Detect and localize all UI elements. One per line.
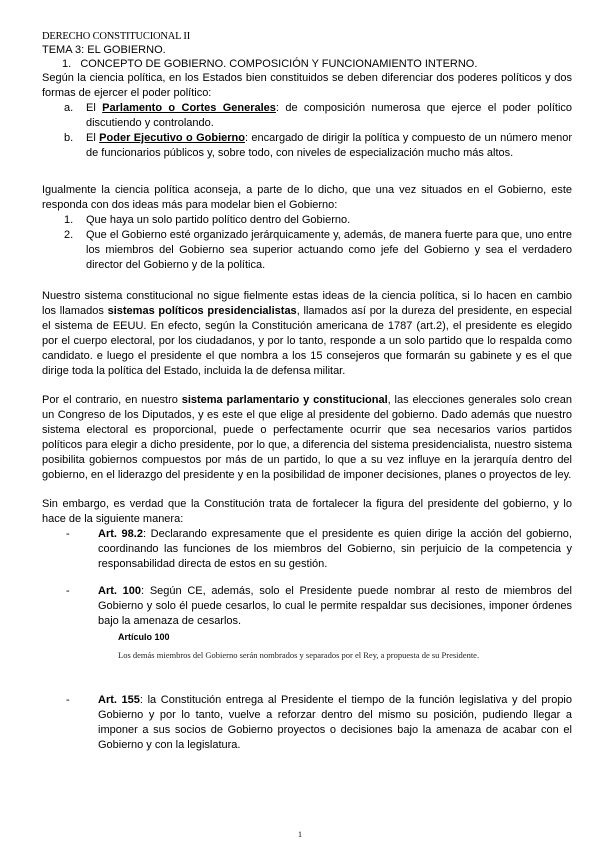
article-label: Art. 98.2 — [98, 528, 143, 540]
list-item — [42, 131, 572, 161]
list-marker: - — [66, 694, 70, 706]
however-paragraph: Sin embargo, es verdad que la Constitución trata de fortalecer la figura del presidente del gobierno, y lo hace de la siguiente manera: — [42, 498, 572, 525]
list-item — [42, 584, 572, 629]
list-item — [42, 527, 572, 572]
advice-paragraph: Igualmente la ciencia política aconseja, a parte de lo dicho, que una vez situados en el Gobierno, este responda con dos ideas más para modelar bien el Gobierno: — [42, 184, 572, 211]
power-term: Poder Ejecutivo o Gobierno — [99, 132, 245, 144]
power-description: : de composición numerosa que ejerce el poder político discutiendo y controlando. — [86, 102, 573, 129]
list-marker: - — [66, 528, 70, 540]
page-number: 1 — [298, 830, 302, 839]
list-marker: - — [66, 585, 70, 597]
tema-title: TEMA 3: EL GOBIERNO. — [42, 44, 166, 56]
article-label: Art. 155 — [98, 694, 140, 706]
power-prefix: El — [86, 102, 103, 114]
quote-title: Artículo 100 — [118, 632, 170, 642]
power-prefix: El — [86, 132, 100, 144]
article-text: : la Constitución entrega al Presidente el tiempo de la función legislativa y del propio Gobierno y por lo tanto, vuelve a reforzar dentro del mismo su posición, pudiendo llegar a imponer a sus socios de Gobierno proyectos o decisiones bajo la amenaza de acabar con el Gobierno y con la legislatura. — [98, 694, 572, 751]
quote-text: Los demás miembros del Gobierno serán nombrados y separados por el Rey, a propuesta de su Presidente. — [118, 650, 480, 660]
section-number: 1. — [62, 58, 72, 70]
power-term: Parlamento o Cortes Generales — [102, 102, 276, 114]
powers-list — [42, 101, 572, 161]
list-item — [42, 101, 572, 131]
idea-text: Que haya un solo partido político dentro del Gobierno. — [86, 214, 351, 226]
list-marker: 2. — [64, 229, 74, 241]
article-text: : Declarando expresamente que el presidente es quien dirige la acción del gobierno, coordinando las funciones de los miembros del Gobierno, sin perjuicio de la competencia y responsabilidad directa de estos en su gestión. — [98, 528, 572, 570]
intro-paragraph: Según la ciencia política, en los Estados bien constituidos se deben diferenciar dos poderes políticos y dos formas de ejercer el poder político: — [42, 72, 572, 99]
list-marker: 1. — [64, 214, 74, 226]
list-item — [42, 228, 572, 273]
article-text: : Según CE, además, solo el Presidente puede nombrar al resto de miembros del Gobierno y solo él puede cesarlos, lo cual le permite respaldar sus decisiones, imponer órdenes bajo la amenaza de cesarlos. — [98, 585, 572, 627]
list-item — [42, 693, 572, 753]
list-marker: b. — [64, 132, 74, 144]
bold-term: sistemas políticos presidencialistas — [107, 305, 297, 317]
idea-text: Que el Gobierno esté organizado jerárquicamente y, además, de manera fuerte para que, uno entre los miembros del Gobierno sea superior actuando como jefe del Gobierno y sea el verdadero director del Gobierno y de la política. — [86, 229, 572, 271]
section-title: CONCEPTO DE GOBIERNO. COMPOSICIÓN Y FUNCIONAMIENTO INTERNO. — [80, 58, 478, 70]
ideas-list — [42, 213, 572, 273]
article-label: Art. 100 — [98, 585, 142, 597]
articles-list — [42, 527, 572, 572]
list-item — [42, 213, 572, 228]
course-title: DERECHO CONSTITUCIONAL II — [42, 31, 191, 42]
power-description: : encargado de dirigir la política y compuesto de un número menor de funcionarios públicos y, sobre todo, con niveles de especialización mucho más altos. — [86, 132, 572, 159]
list-marker: a. — [64, 102, 74, 114]
bold-term: sistema parlamentario y constitucional — [181, 394, 388, 406]
parliamentary-paragraph: Por el contrario, en nuestro sistema parlamentario y constitucional, las elecciones generales solo crean un Congreso de los Diputados, y es este el que elige al presidente del gobierno. Dado además que nuestro sistema electoral es proporcional, puede o perfectamente ocurrir que sea necesarios varios partidos políticos para elegir a dicho presidente, por lo que, a diferencia del sistema presidencialista, nuestro sistema posibilita gobiernos compuestos por más de un partido, lo que a su vez influye en la jerarquía dentro del gobierno, en el liderazgo del presidente y en la posibilidad de imponer decisiones, planes o proyectos de ley. — [42, 394, 572, 481]
section-heading — [62, 57, 572, 71]
presidential-paragraph: Nuestro sistema constitucional no sigue fielmente estas ideas de la ciencia política, si lo hacen en cambio los llamados sistemas políticos presidencialistas, llamados así por la dureza del presidente, en especial el sistema de EEUU. En efecto, según la Constitución americana de 1787 (art.2), el presidente es elegido por el cuerpo electoral, por los ciudadanos, y por lo tanto, responde a un solo partido que lo respalda como candidato. e luego el presidente el que nombra a los 15 consejeros que formarán su gabinete y es el que dirige toda la política del Estado, incluida la de defensa militar. — [42, 290, 572, 377]
